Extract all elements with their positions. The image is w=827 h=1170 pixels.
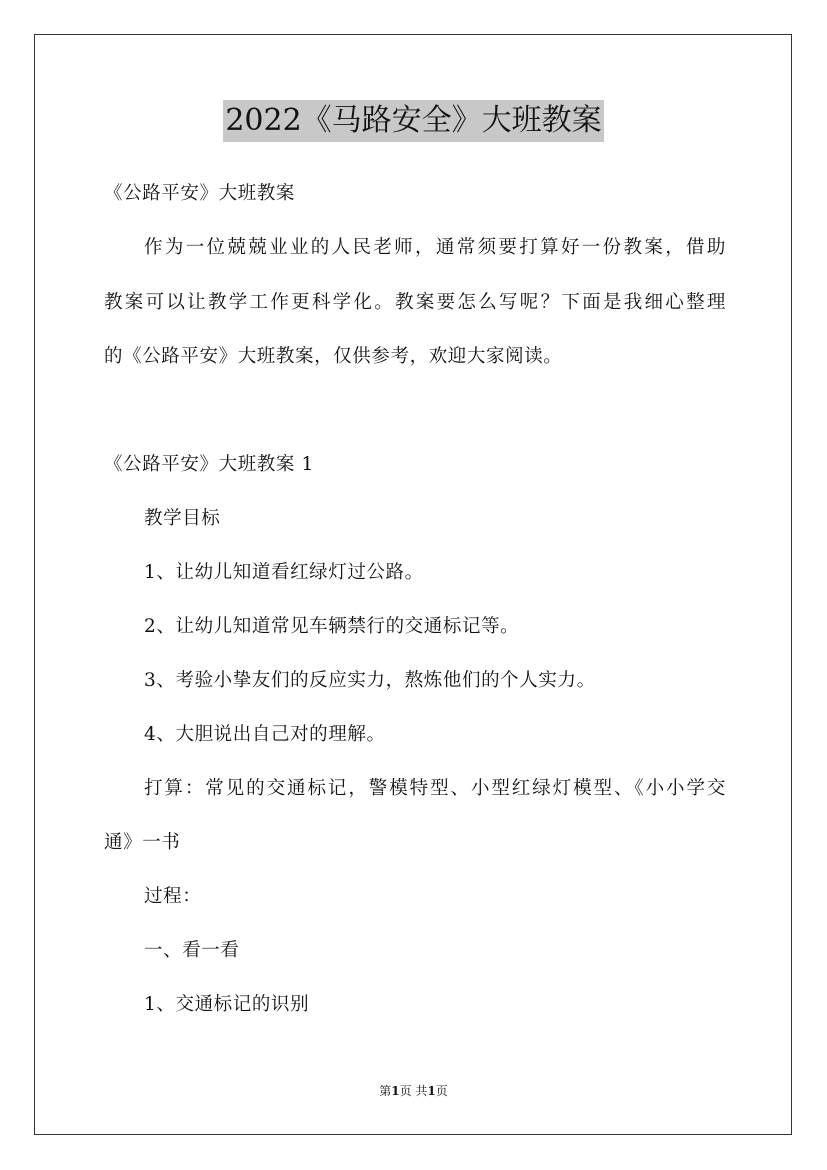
step-item-1: 1、交通标记的识别 [144, 994, 310, 1015]
document-title: 2022《马路安全》大班教案 [223, 100, 603, 142]
goal-item-1: 1、让幼儿知道看红绿灯过公路。 [144, 562, 424, 583]
footer-page-mid: 页 共 [399, 1084, 428, 1098]
footer-page-prefix: 第 [379, 1084, 392, 1098]
goal-item-2: 2、让幼儿知道常见车辆禁行的交通标记等。 [144, 616, 520, 637]
process-heading: 过程： [144, 886, 202, 907]
footer-page-total: 1 [427, 1084, 436, 1098]
section-heading: 《公路平安》大班教案 1 [104, 454, 314, 475]
footer-page-number: 1 [391, 1084, 400, 1098]
goal-item-4: 4、大胆说出自己对的理解。 [144, 724, 386, 745]
goal-item-3: 3、考验小挚友们的反应实力，熬炼他们的个人实力。 [144, 670, 596, 691]
step-heading: 一、看一看 [144, 940, 240, 961]
prep-line-2: 通》一书 [104, 832, 181, 853]
document-subtitle: 《公路平安》大班教案 [104, 183, 296, 204]
prep-line-1: 打算：常见的交通标记，警模特型、小型红绿灯模型、《小小学交 [144, 778, 726, 799]
goal-heading: 教学目标 [144, 508, 221, 529]
title-container [0, 100, 827, 142]
intro-line-2: 教案可以让教学工作更科学化。教案要怎么写呢？下面是我细心整理 [104, 292, 726, 313]
page-footer [0, 1083, 827, 1099]
intro-line-3: 的《公路平安》大班教案，仅供参考，欢迎大家阅读。 [104, 346, 563, 367]
footer-page-suffix: 页 [435, 1084, 448, 1098]
intro-line-1: 作为一位兢兢业业的人民老师，通常须要打算好一份教案，借助 [144, 237, 726, 258]
